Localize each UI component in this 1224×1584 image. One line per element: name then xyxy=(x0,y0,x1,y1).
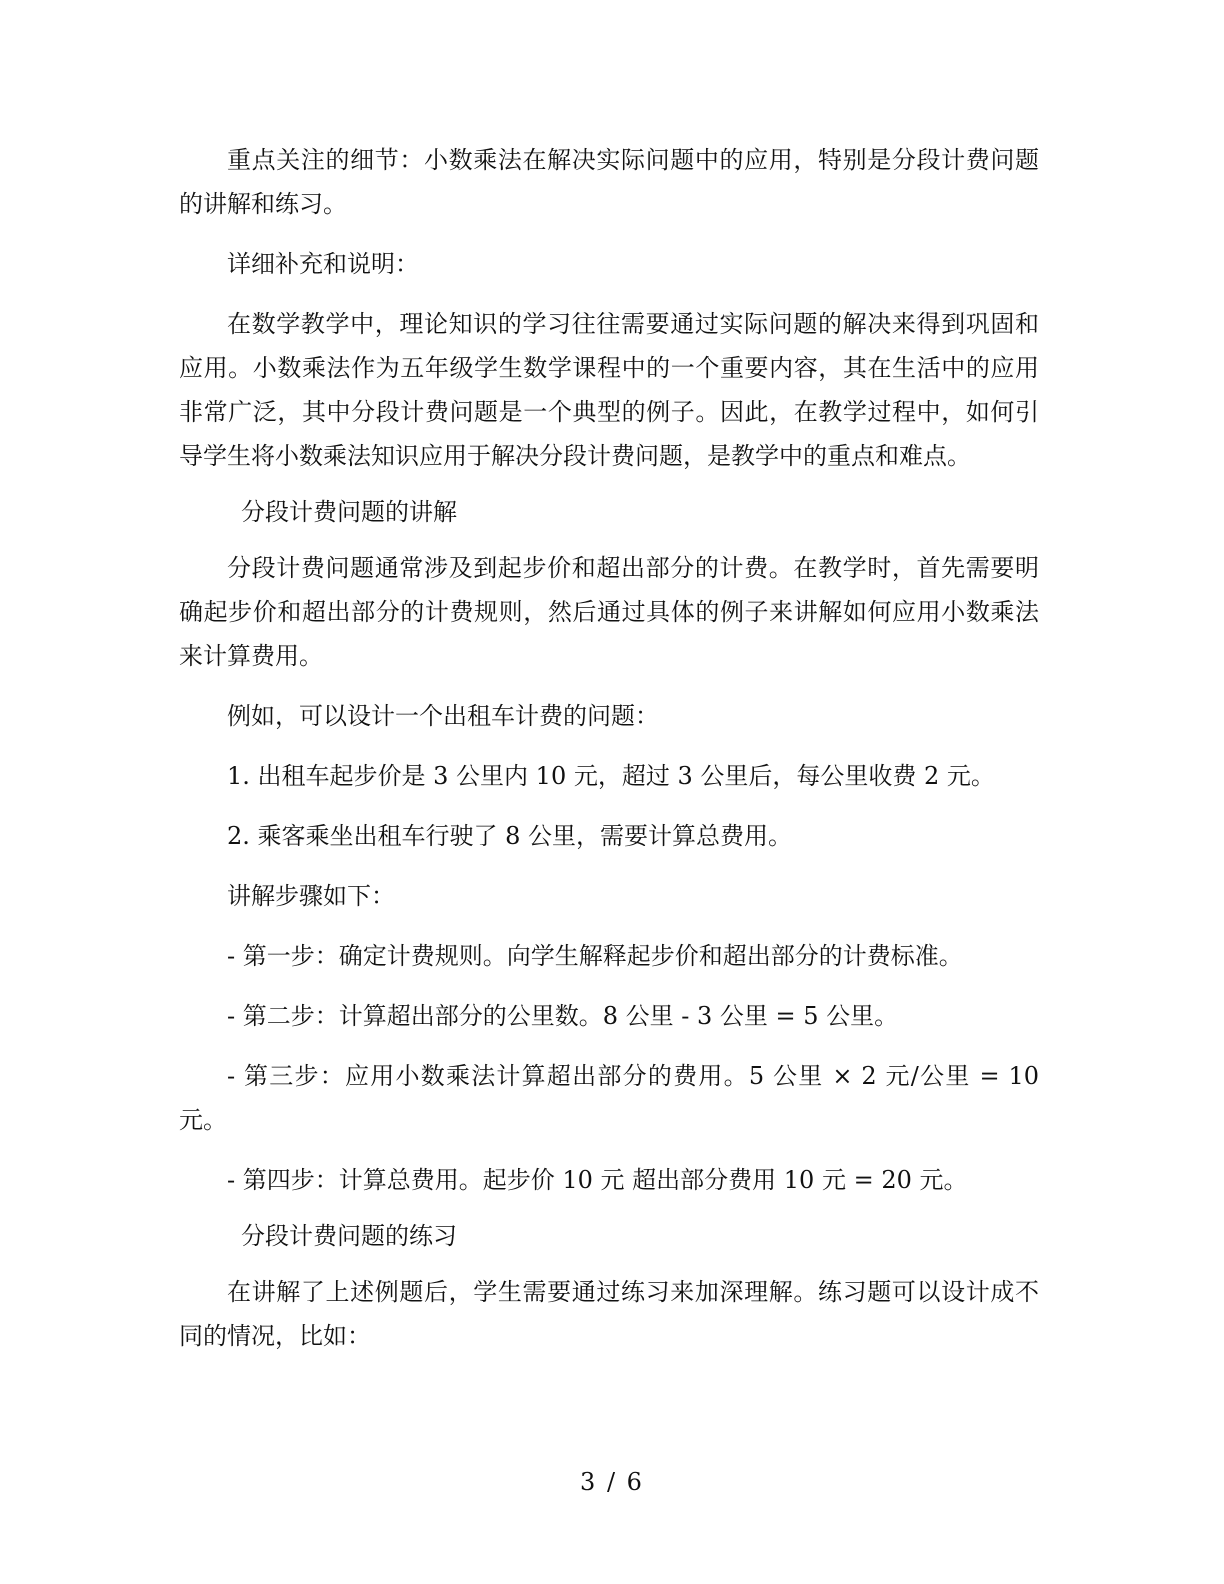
step-item: - 第一步：确定计费规则。向学生解释起步价和超出部分的计费标准。 xyxy=(227,942,963,970)
step-item: - 第四步：计算总费用。起步价 10 元 超出部分费用 10 元 = 20 元。 xyxy=(227,1166,968,1194)
step-item: - 第二步：计算超出部分的公里数。8 公里 - 3 公里 = 5 公里。 xyxy=(227,1002,899,1030)
supplement-heading: 详细补充和说明： xyxy=(227,250,419,278)
explanation-paragraph: 分段计费问题通常涉及到起步价和超出部分的计费。在教学时，首先需要明确起步价和超出部分的计费规则，然后通过具体的例子来讲解如何应用小数乘法来计算费用。 xyxy=(179,554,1039,670)
list-item: 1. 出租车起步价是 3 公里内 10 元，超过 3 公里后，每公里收费 2 元。 xyxy=(227,762,995,790)
intro-paragraph: 在数学教学中，理论知识的学习往往需要通过实际问题的解决来得到巩固和应用。小数乘法作为五年级学生数学课程中的一个重要内容，其在生活中的应用非常广泛，其中分段计费问题是一个典型的例子。因此，在教学过程中，如何引导学生将小数乘法知识应用于解决分段计费问题，是教学中的重点和难点。 xyxy=(179,310,1039,470)
practice-paragraph: 在讲解了上述例题后，学生需要通过练习来加深理解。练习题可以设计成不同的情况，比如： xyxy=(179,1278,1039,1350)
section-title-explanation: 分段计费问题的讲解 xyxy=(241,498,457,526)
example-intro: 例如，可以设计一个出租车计费的问题： xyxy=(227,702,659,730)
focus-paragraph: 重点关注的细节：小数乘法在解决实际问题中的应用，特别是分段计费问题的讲解和练习。 xyxy=(179,146,1039,218)
steps-intro: 讲解步骤如下： xyxy=(227,882,395,910)
document-body xyxy=(179,138,1039,1358)
step-item: - 第三步：应用小数乘法计算超出部分的费用。5 公里 × 2 元/公里 = 10 元。 xyxy=(179,1062,1039,1134)
page-number: 3 / 6 xyxy=(580,1468,644,1496)
section-title-practice: 分段计费问题的练习 xyxy=(241,1222,457,1250)
list-item: 2. 乘客乘坐出租车行驶了 8 公里，需要计算总费用。 xyxy=(227,822,793,850)
